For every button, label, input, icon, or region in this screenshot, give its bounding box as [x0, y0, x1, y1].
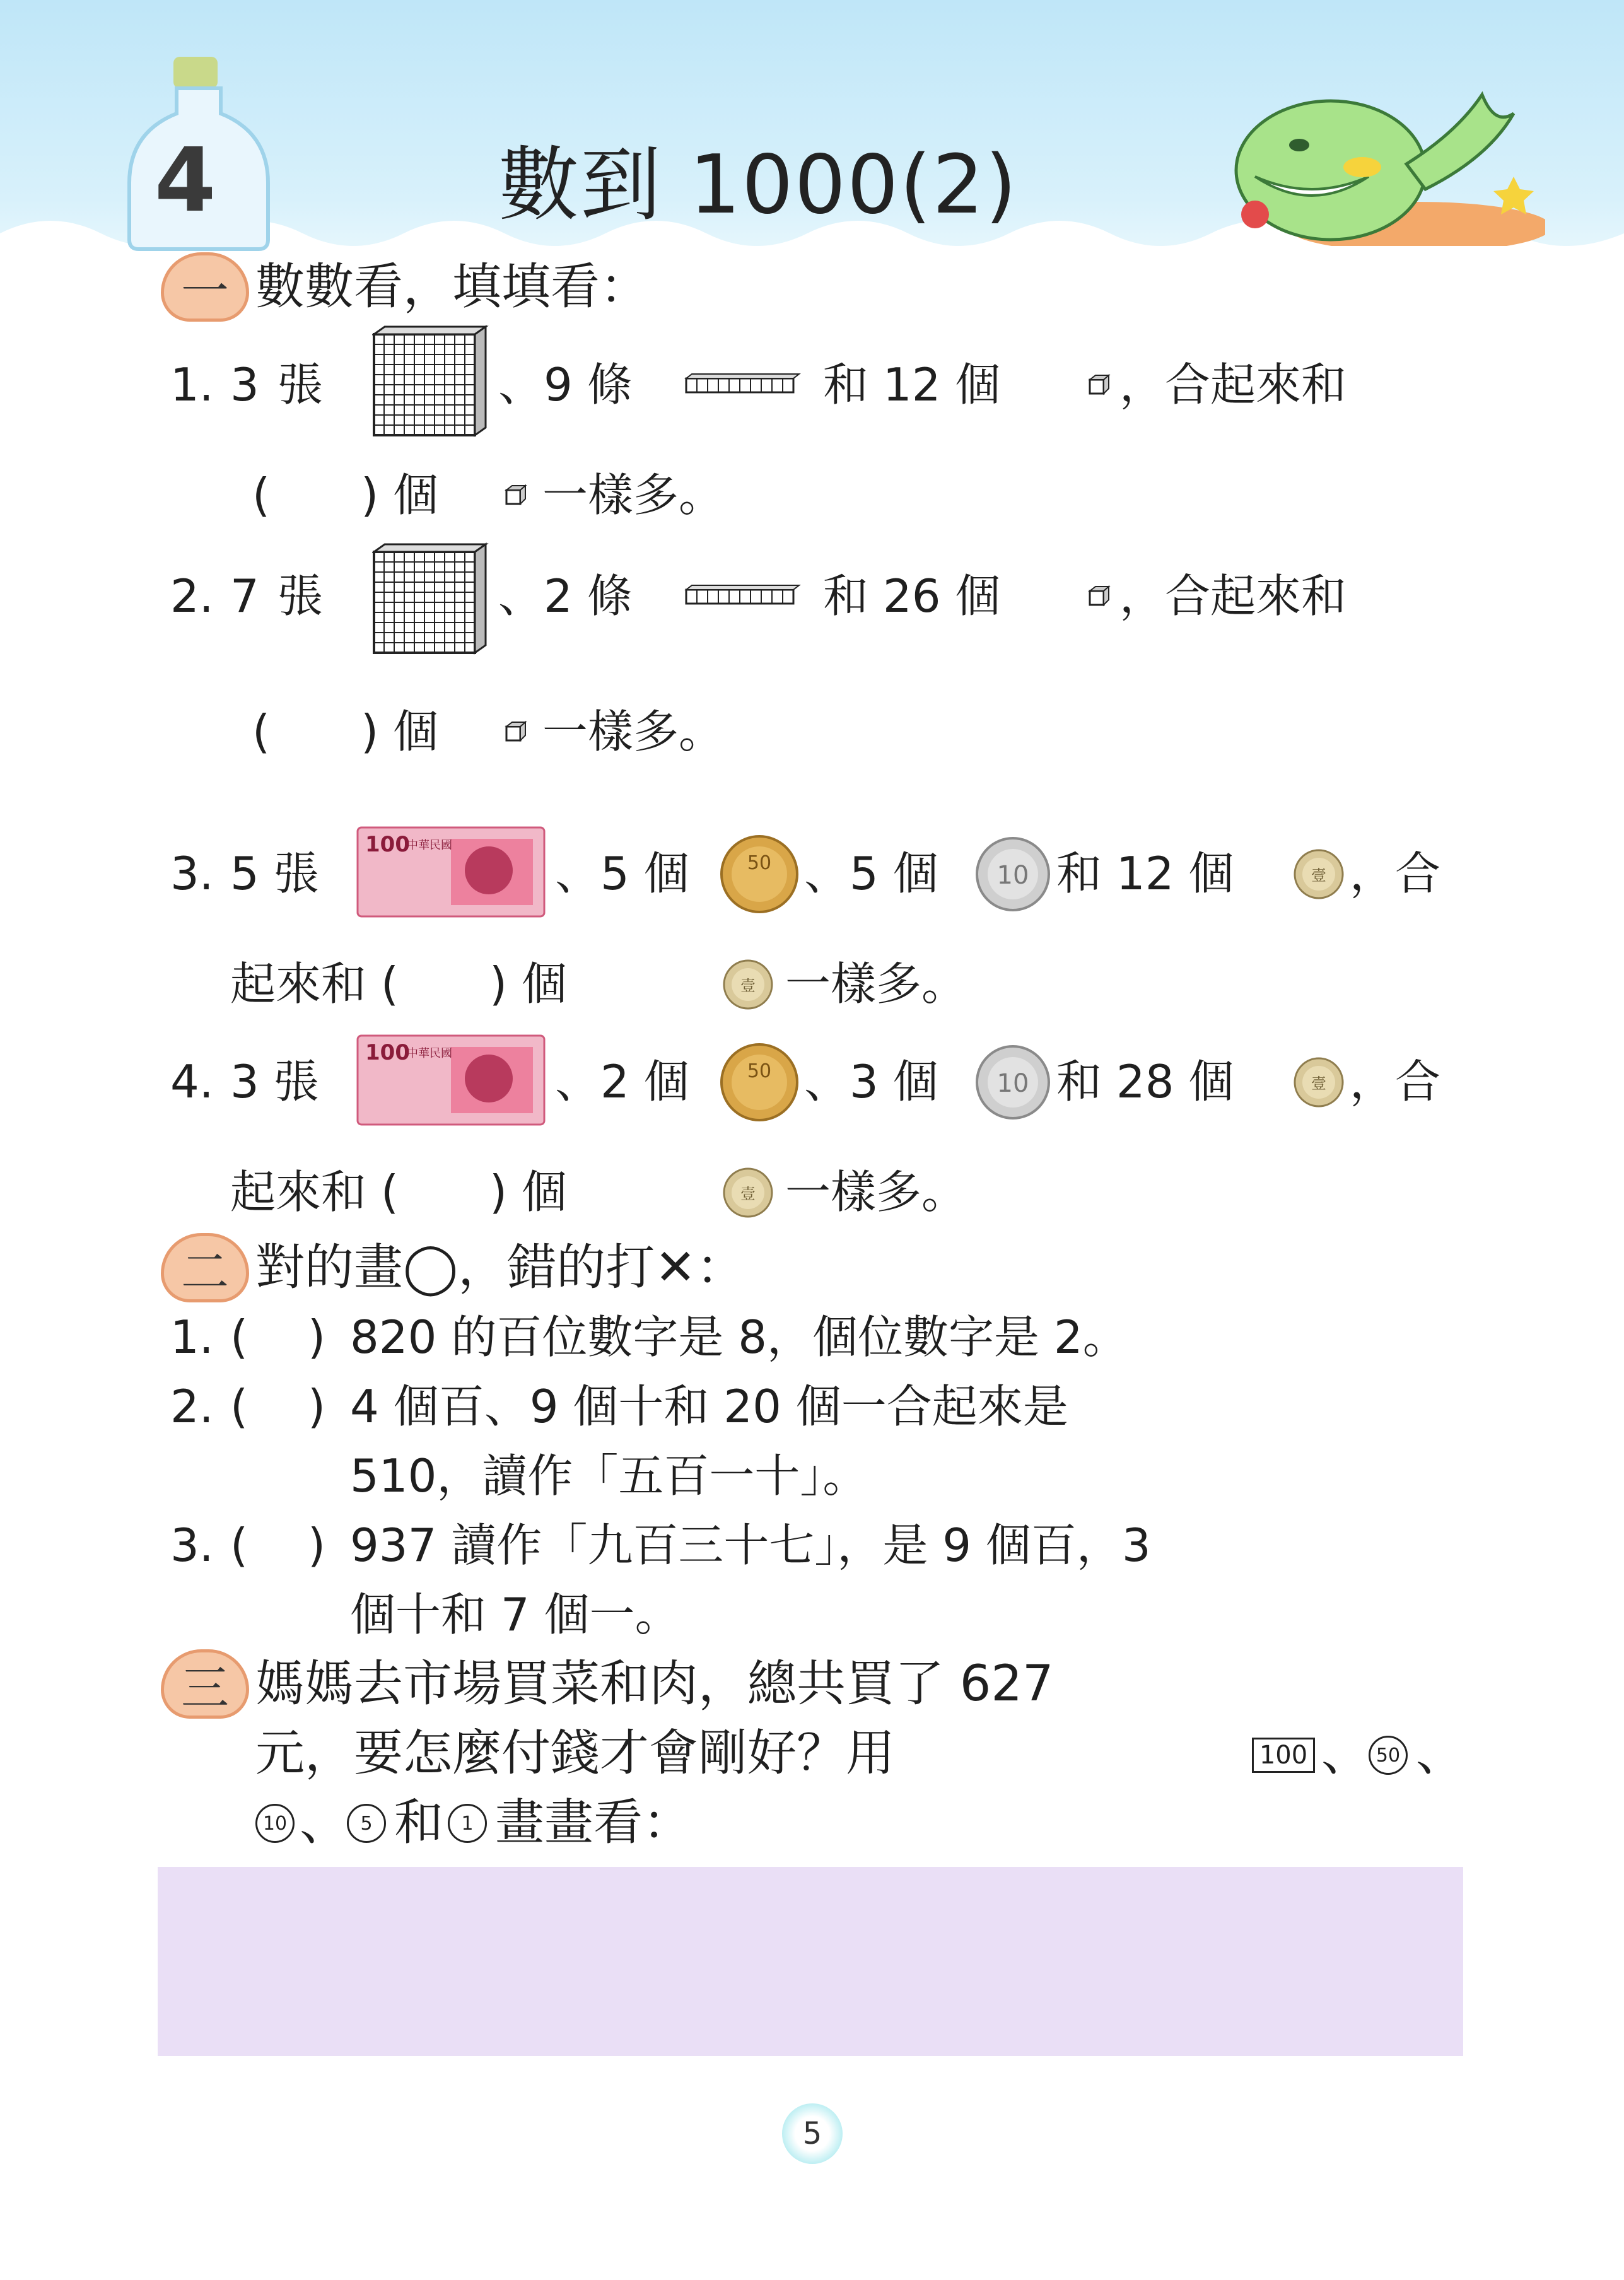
q3-part5: ，合: [1350, 847, 1441, 900]
svg-text:10: 10: [996, 1069, 1029, 1098]
coin-1-icon: [1293, 1056, 1345, 1108]
hundred-block-icon: [372, 542, 489, 656]
s2-item3-number: 3.: [170, 1519, 214, 1572]
section1-heading: 數數看，填填看：: [255, 259, 650, 315]
section3-line2-a: 元，要怎麼付錢才會剛好？用: [255, 1725, 896, 1782]
section3-sep2: 、: [1416, 1725, 1466, 1782]
svg-text:50: 50: [747, 852, 772, 874]
coin-10-icon: [974, 836, 1051, 913]
q1-units: 和 12 個: [823, 358, 1001, 411]
q3-part2: 、5 個: [555, 847, 689, 900]
q4-part2: 、2 個: [555, 1055, 689, 1108]
section-badge-2: 二: [161, 1233, 249, 1302]
section3-and: 和: [394, 1794, 444, 1851]
coin-10-symbol: 10: [255, 1804, 295, 1843]
unit-cube-icon: [505, 720, 527, 743]
q1-answer-tail: 一樣多。: [542, 469, 725, 522]
svg-text:中華民國: 中華民國: [407, 839, 452, 852]
coin-50-icon: [719, 1042, 800, 1123]
q3-line2-b: 一樣多。: [785, 957, 967, 1010]
coin-50-symbol: 50: [1369, 1736, 1408, 1775]
q3-line2-a: 起來和 ( ) 個: [230, 957, 567, 1010]
page-number: 5: [782, 2103, 843, 2164]
q2-sheet-word: 張: [277, 570, 324, 623]
coin-5-symbol: 5: [347, 1804, 386, 1843]
ten-rod-icon: [684, 583, 801, 606]
section3-sep1: 、: [1321, 1725, 1371, 1782]
q2-units: 和 26 個: [823, 570, 1001, 623]
page-title: [498, 120, 1018, 236]
q3-part3: 、5 個: [804, 847, 938, 900]
svg-text:100: 100: [365, 1040, 410, 1065]
s2-item2-text: 4 個百、9 個十和 20 個一合起來是: [350, 1380, 1068, 1433]
coin-10-icon: [974, 1044, 1051, 1121]
q1-sheet-word: 張: [277, 358, 324, 411]
q1-tail: ，合起來和: [1119, 358, 1347, 411]
svg-text:壹: 壹: [740, 1185, 756, 1203]
bill-100-symbol: 100: [1252, 1738, 1315, 1773]
title-text: 數到: [498, 138, 663, 232]
q4-part4: 和 28 個: [1056, 1055, 1234, 1108]
title-number: 1000(2): [689, 138, 1018, 232]
q4-part3: 、3 個: [804, 1055, 938, 1108]
q4-number: 4.: [170, 1055, 214, 1108]
svg-text:中華民國: 中華民國: [407, 1047, 452, 1060]
svg-text:壹: 壹: [1311, 867, 1326, 884]
svg-text:50: 50: [747, 1060, 772, 1082]
q1-count: 3: [230, 358, 259, 411]
section2-heading: 對的畫◯，錯的打✕：: [255, 1239, 745, 1296]
s2-item2-number: 2.: [170, 1380, 214, 1433]
s2-item3-text: 937 讀作「九百三十七」，是 9 個百，3: [350, 1519, 1151, 1572]
hundred-dollar-bill-icon: [356, 826, 546, 918]
q2-rods: 、2 條: [498, 570, 633, 623]
s2-item3-text2: 個十和 7 個一。: [350, 1588, 681, 1641]
coin-1-icon: [1293, 848, 1345, 900]
q1-number: 1.: [170, 358, 214, 411]
q1-answer-blank: ( ) 個: [252, 469, 439, 522]
drawing-answer-area[interactable]: [158, 1867, 1463, 2056]
q3-part4: 和 12 個: [1056, 847, 1234, 900]
s2-item1-text: 820 的百位數字是 8，個位數字是 2。: [350, 1311, 1128, 1364]
q1-rods: 、9 條: [498, 358, 633, 411]
unit-cube-icon: [1088, 373, 1111, 396]
coin-50-icon: [719, 834, 800, 915]
hundred-block-icon: [372, 325, 489, 438]
q2-answer-blank: ( ) 個: [252, 705, 439, 758]
s2-item2-answer[interactable]: ( ): [230, 1380, 326, 1433]
svg-text:壹: 壹: [1311, 1075, 1326, 1092]
coin-1-symbol: 1: [448, 1804, 487, 1843]
q4-line2-b: 一樣多。: [785, 1166, 967, 1219]
section3-line3-tail: 畫畫看：: [495, 1794, 692, 1851]
whale-icon: [1217, 57, 1545, 246]
ten-rod-icon: [684, 372, 801, 395]
s2-item1-number: 1.: [170, 1311, 214, 1364]
s2-item3-answer[interactable]: ( ): [230, 1519, 326, 1572]
section3-sep3: 、: [300, 1794, 349, 1851]
q2-count: 7: [230, 570, 259, 623]
q3-part1: 5 張: [230, 847, 319, 900]
s2-item2-text2: 510，讀作「五百一十」。: [350, 1449, 868, 1502]
svg-text:10: 10: [996, 861, 1029, 890]
q2-answer-tail: 一樣多。: [542, 705, 725, 758]
coin-1-icon: [722, 959, 774, 1010]
coin-1-icon: [722, 1167, 774, 1219]
svg-text:100: 100: [365, 832, 410, 857]
svg-text:壹: 壹: [740, 977, 756, 995]
section3-line1: 媽媽去市場買菜和肉，總共買了 627: [255, 1656, 1054, 1712]
q4-part1: 3 張: [230, 1055, 319, 1108]
q2-tail: ，合起來和: [1119, 570, 1347, 623]
section-badge-3: 三: [161, 1649, 249, 1719]
unit-cube-icon: [1088, 585, 1111, 607]
section-badge-1: 一: [161, 252, 249, 322]
s2-item1-answer[interactable]: ( ): [230, 1311, 326, 1364]
q3-number: 3.: [170, 847, 214, 900]
q4-line2-a: 起來和 ( ) 個: [230, 1166, 567, 1219]
q2-number: 2.: [170, 570, 214, 623]
hundred-dollar-bill-icon: [356, 1034, 546, 1126]
chapter-number: 4: [155, 129, 216, 232]
unit-cube-icon: [505, 484, 527, 506]
q4-part5: ，合: [1350, 1055, 1441, 1108]
